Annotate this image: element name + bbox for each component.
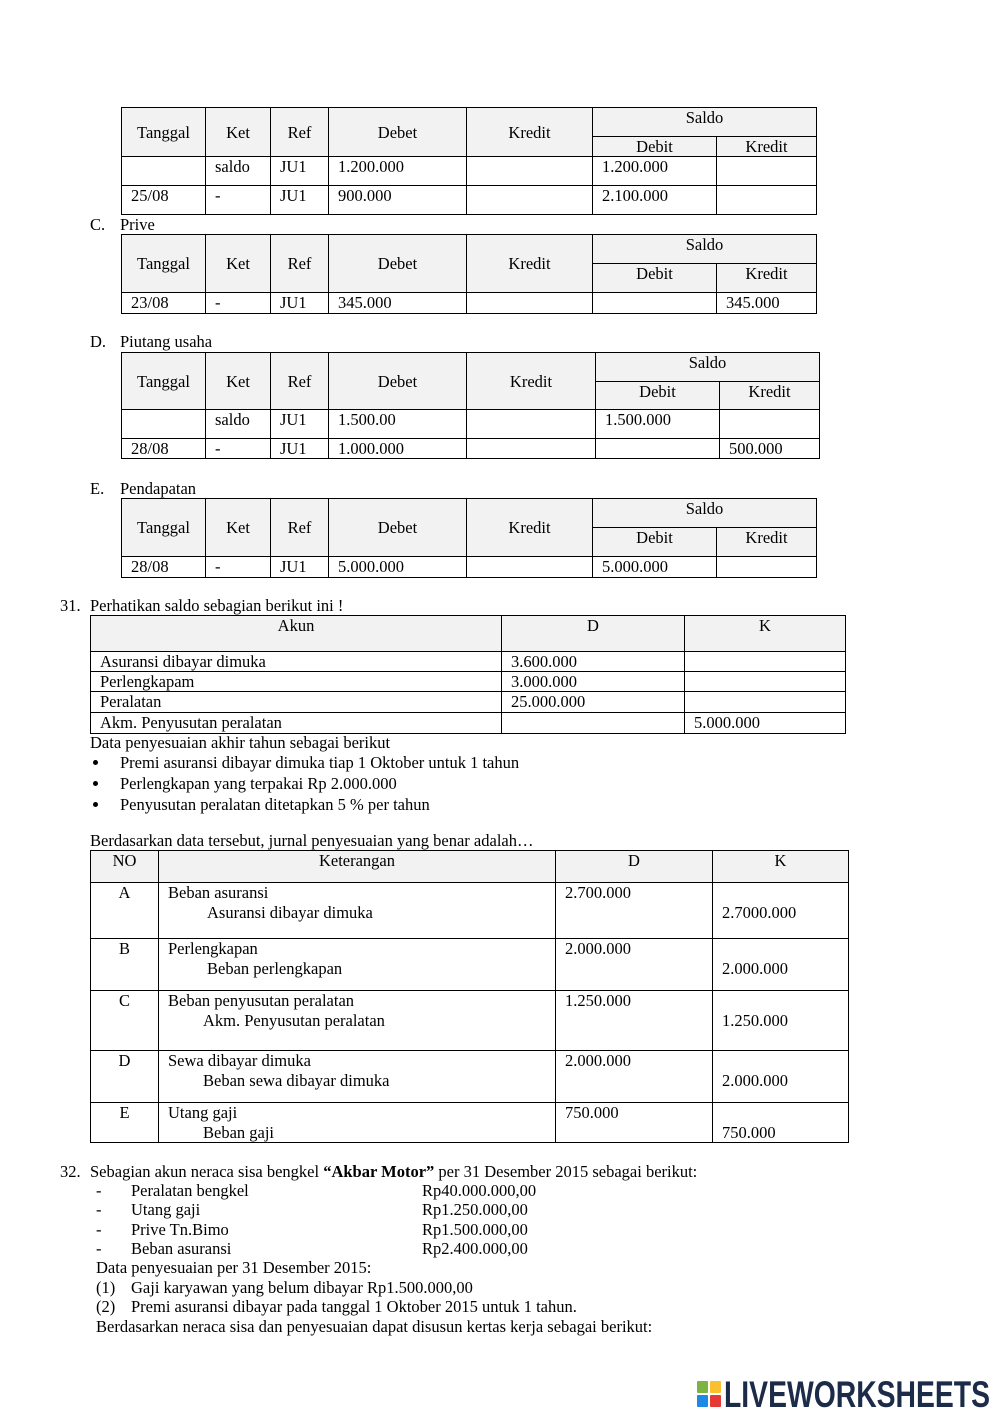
ledger-table-pendapatan	[121, 498, 817, 578]
option-description	[159, 939, 556, 991]
debit-account: Beban penyusutan peralatan	[168, 991, 355, 1010]
option-letter: B	[91, 939, 159, 991]
ledger-table-prive	[121, 234, 817, 314]
debit-account: Beban asuransi	[168, 883, 269, 902]
header-debet: Debet	[329, 108, 467, 157]
credit-account: Beban gaji	[203, 1122, 275, 1142]
option-k-value: 2.000.000	[722, 1070, 788, 1090]
logo-square-yellow	[710, 1381, 721, 1393]
header-ket: Ket	[206, 353, 271, 410]
cell-tanggal	[122, 157, 206, 186]
bullet-icon	[93, 760, 98, 765]
header-saldo-debit: Debit	[593, 528, 717, 557]
cell-saldo-kredit	[717, 557, 817, 578]
section-title-prive: Prive	[120, 215, 155, 234]
cell-ref: JU1	[271, 439, 329, 459]
table-row	[122, 439, 820, 459]
option-d: 1.250.000	[556, 991, 713, 1051]
header-saldo-debit: Debit	[596, 382, 720, 410]
option-k	[713, 939, 849, 991]
cell-debet: 1.200.000	[329, 157, 467, 186]
bullet-icon	[93, 802, 98, 807]
account-amount: Rp40.000.000,00	[422, 1181, 537, 1200]
prompt-text: per 31 Desember 2015 sebagai berikut:	[434, 1162, 698, 1181]
cell-d: 25.000.000	[502, 692, 685, 713]
section-title-pendapatan: Pendapatan	[120, 479, 197, 498]
table-header-row	[122, 235, 817, 264]
option-letter: C	[91, 991, 159, 1051]
cell-debet: 900.000	[329, 186, 467, 215]
option-row-a	[91, 883, 849, 939]
cell-ref: JU1	[271, 186, 329, 215]
header-ket: Ket	[206, 108, 271, 157]
header-ref: Ref	[271, 499, 329, 557]
header-akun: Akun	[91, 616, 502, 652]
cell-d: 3.600.000	[502, 652, 685, 672]
workshop-name: “Akbar Motor”	[323, 1162, 435, 1181]
header-ref: Ref	[271, 353, 329, 410]
cell-k	[685, 692, 846, 713]
header-d: D	[502, 616, 685, 652]
logo-square-green	[697, 1381, 708, 1393]
header-saldo-debit: Debit	[593, 137, 717, 157]
cell-ket: -	[206, 439, 271, 459]
table-row	[91, 692, 846, 713]
section-letter-d: D.	[90, 332, 107, 351]
cell-ref: JU1	[271, 410, 329, 439]
table-header-row	[91, 851, 849, 883]
question-text-31: Berdasarkan data tersebut, jurnal penyesuaian yang benar adalah…	[90, 831, 534, 850]
balance-table	[90, 615, 846, 734]
header-kredit: Kredit	[467, 235, 593, 293]
table-header-row	[122, 353, 820, 382]
option-d: 2.700.000	[556, 883, 713, 939]
header-saldo: Saldo	[593, 108, 817, 137]
account-name: Prive Tn.Bimo	[131, 1220, 229, 1239]
table-row	[91, 652, 846, 672]
table-header-row	[122, 499, 817, 528]
logo-text: LIVEWORKSHEETS	[724, 1378, 990, 1410]
answer-options-table	[90, 850, 849, 1143]
adjustment-text: Premi asuransi dibayar pada tanggal 1 Oktober 2015 untuk 1 tahun.	[131, 1297, 577, 1316]
cell-saldo-kredit	[717, 186, 817, 215]
question-prompt-31: Perhatikan saldo sebagian berikut ini !	[90, 596, 344, 615]
account-name: Peralatan bengkel	[131, 1181, 249, 1200]
credit-account: Beban sewa dibayar dimuka	[203, 1070, 390, 1090]
cell-kredit	[467, 157, 593, 186]
option-description	[159, 1051, 556, 1103]
cell-d: 3.000.000	[502, 672, 685, 692]
cell-ket: saldo	[206, 410, 271, 439]
section-letter-c: C.	[90, 215, 106, 234]
cell-saldo-debit	[593, 293, 717, 314]
question-number-32: 32.	[60, 1162, 81, 1181]
header-saldo: Saldo	[593, 235, 817, 264]
debit-account: Utang gaji	[168, 1103, 238, 1122]
header-ref: Ref	[271, 108, 329, 157]
account-name: Beban asuransi	[131, 1239, 232, 1258]
header-tanggal: Tanggal	[122, 499, 206, 557]
table-header-row	[91, 616, 846, 652]
header-tanggal: Tanggal	[122, 235, 206, 293]
adjustment-intro: Data penyesuaian akhir tahun sebagai berikut	[90, 733, 391, 752]
option-description	[159, 883, 556, 939]
cell-ket: -	[206, 293, 271, 314]
liveworksheets-logo[interactable]	[697, 1378, 994, 1410]
header-tanggal: Tanggal	[122, 353, 206, 410]
cell-saldo-kredit	[717, 157, 817, 186]
cell-tanggal	[122, 410, 206, 439]
table-row	[91, 672, 846, 692]
cell-debet: 345.000	[329, 293, 467, 314]
header-ket: Ket	[206, 499, 271, 557]
cell-kredit	[467, 557, 593, 578]
option-description	[159, 991, 556, 1051]
header-saldo-kredit: Kredit	[717, 264, 817, 293]
option-row-c	[91, 991, 849, 1051]
header-debet: Debet	[329, 235, 467, 293]
table-row	[122, 293, 817, 314]
header-saldo: Saldo	[593, 499, 817, 528]
cell-tanggal: 28/08	[122, 557, 206, 578]
option-d: 750.000	[556, 1103, 713, 1143]
liveworksheets-logo-icon	[697, 1381, 721, 1407]
debit-account: Sewa dibayar dimuka	[168, 1051, 311, 1070]
cell-kredit	[467, 293, 593, 314]
adjustment-item: Perlengkapan yang terpakai Rp 2.000.000	[120, 774, 397, 793]
option-row-e	[91, 1103, 849, 1143]
cell-ket: -	[206, 557, 271, 578]
cell-k	[685, 652, 846, 672]
option-description	[159, 1103, 556, 1143]
header-tanggal: Tanggal	[122, 108, 206, 157]
option-k-value: 1.250.000	[722, 1010, 788, 1030]
header-kredit: Kredit	[467, 353, 596, 410]
header-d: D	[556, 851, 713, 883]
table-header-row	[122, 108, 817, 137]
cell-ket: saldo	[206, 157, 271, 186]
cell-ref: JU1	[271, 293, 329, 314]
account-amount: Rp1.250.000,00	[422, 1200, 528, 1219]
prompt-text: Sebagian akun neraca sisa bengkel	[90, 1162, 324, 1181]
table-row	[122, 557, 817, 578]
question-number-31: 31.	[60, 596, 81, 615]
list-marker: -	[96, 1200, 102, 1219]
list-marker: -	[96, 1220, 102, 1239]
option-k-value: 750.000	[722, 1122, 776, 1142]
header-ket: Ket	[206, 235, 271, 293]
credit-account: Akm. Penyusutan peralatan	[203, 1010, 385, 1030]
header-kredit: Kredit	[467, 499, 593, 557]
cell-k	[685, 672, 846, 692]
adjustment-number: (1)	[96, 1278, 116, 1297]
account-amount: Rp2.400.000,00	[422, 1239, 528, 1258]
option-letter: E	[91, 1103, 159, 1143]
cell-saldo-debit: 1.500.000	[596, 410, 720, 439]
cell-saldo-debit: 1.200.000	[593, 157, 717, 186]
header-kredit: Kredit	[467, 108, 593, 157]
list-marker: -	[96, 1239, 102, 1258]
table-row	[122, 410, 820, 439]
section-letter-e: E.	[90, 479, 105, 498]
account-name: Utang gaji	[131, 1200, 201, 1219]
cell-ref: JU1	[271, 157, 329, 186]
logo-square-red	[710, 1395, 721, 1407]
header-saldo-kredit: Kredit	[720, 382, 820, 410]
credit-account: Beban perlengkapan	[207, 958, 343, 978]
option-k-value: 2.7000.000	[722, 902, 797, 922]
option-k	[713, 1051, 849, 1103]
table-row	[91, 713, 846, 734]
header-no: NO	[91, 851, 159, 883]
ledger-table-continued	[121, 107, 817, 215]
header-saldo-kredit: Kredit	[717, 528, 817, 557]
header-k: K	[685, 616, 846, 652]
credit-account: Asuransi dibayar dimuka	[207, 902, 373, 922]
adjustment-number: (2)	[96, 1297, 116, 1316]
account-amount: Rp1.500.000,00	[422, 1220, 528, 1239]
header-keterangan: Keterangan	[159, 851, 556, 883]
adjustment-item: Penyusutan peralatan ditetapkan 5 % per tahun	[120, 795, 430, 814]
header-k: K	[713, 851, 849, 883]
header-debet: Debet	[329, 499, 467, 557]
cell-saldo-debit: 5.000.000	[593, 557, 717, 578]
cell-akun: Peralatan	[91, 692, 502, 713]
table-row	[122, 157, 817, 186]
cell-ket: -	[206, 186, 271, 215]
option-k	[713, 991, 849, 1051]
cell-tanggal: 28/08	[122, 439, 206, 459]
question-prompt-32	[90, 1162, 697, 1181]
bullet-icon	[93, 781, 98, 786]
option-k	[713, 1103, 849, 1143]
header-ref: Ref	[271, 235, 329, 293]
debit-account: Perlengkapan	[168, 939, 258, 958]
cell-saldo-kredit: 500.000	[720, 439, 820, 459]
adjustment-intro-32: Data penyesuaian per 31 Desember 2015:	[96, 1258, 372, 1277]
option-letter: A	[91, 883, 159, 939]
cell-tanggal: 23/08	[122, 293, 206, 314]
header-saldo-kredit: Kredit	[717, 137, 817, 157]
logo-wordmark	[724, 1378, 992, 1410]
cell-k: 5.000.000	[685, 713, 846, 734]
option-d: 2.000.000	[556, 939, 713, 991]
cell-ref: JU1	[271, 557, 329, 578]
option-letter: D	[91, 1051, 159, 1103]
cell-saldo-kredit: 345.000	[717, 293, 817, 314]
cell-akun: Asuransi dibayar dimuka	[91, 652, 502, 672]
adjustment-item: Premi asuransi dibayar dimuka tiap 1 Oktober untuk 1 tahun	[120, 753, 520, 772]
header-debet: Debet	[329, 353, 467, 410]
cell-akun: Perlengkapam	[91, 672, 502, 692]
option-k	[713, 883, 849, 939]
header-saldo-debit: Debit	[593, 264, 717, 293]
ledger-table-piutang-usaha	[121, 352, 820, 459]
header-saldo: Saldo	[596, 353, 820, 382]
cell-d	[502, 713, 685, 734]
cell-akun: Akm. Penyusutan peralatan	[91, 713, 502, 734]
adjustment-text: Gaji karyawan yang belum dibayar Rp1.500.000,00	[131, 1278, 473, 1297]
closing-text-32: Berdasarkan neraca sisa dan penyesuaian dapat disusun kertas kerja sebagai berikut:	[96, 1317, 653, 1336]
cell-saldo-debit: 2.100.000	[593, 186, 717, 215]
cell-saldo-kredit	[720, 410, 820, 439]
cell-saldo-debit	[596, 439, 720, 459]
cell-tanggal: 25/08	[122, 186, 206, 215]
option-row-d	[91, 1051, 849, 1103]
cell-debet: 5.000.000	[329, 557, 467, 578]
option-d: 2.000.000	[556, 1051, 713, 1103]
option-k-value: 2.000.000	[722, 958, 788, 978]
cell-debet: 1.000.000	[329, 439, 467, 459]
section-title-piutang-usaha: Piutang usaha	[120, 332, 213, 351]
table-row	[122, 186, 817, 215]
list-marker: -	[96, 1181, 102, 1200]
option-row-b	[91, 939, 849, 991]
cell-kredit	[467, 410, 596, 439]
cell-kredit	[467, 439, 596, 459]
cell-debet: 1.500.00	[329, 410, 467, 439]
logo-square-blue	[697, 1395, 708, 1407]
cell-kredit	[467, 186, 593, 215]
